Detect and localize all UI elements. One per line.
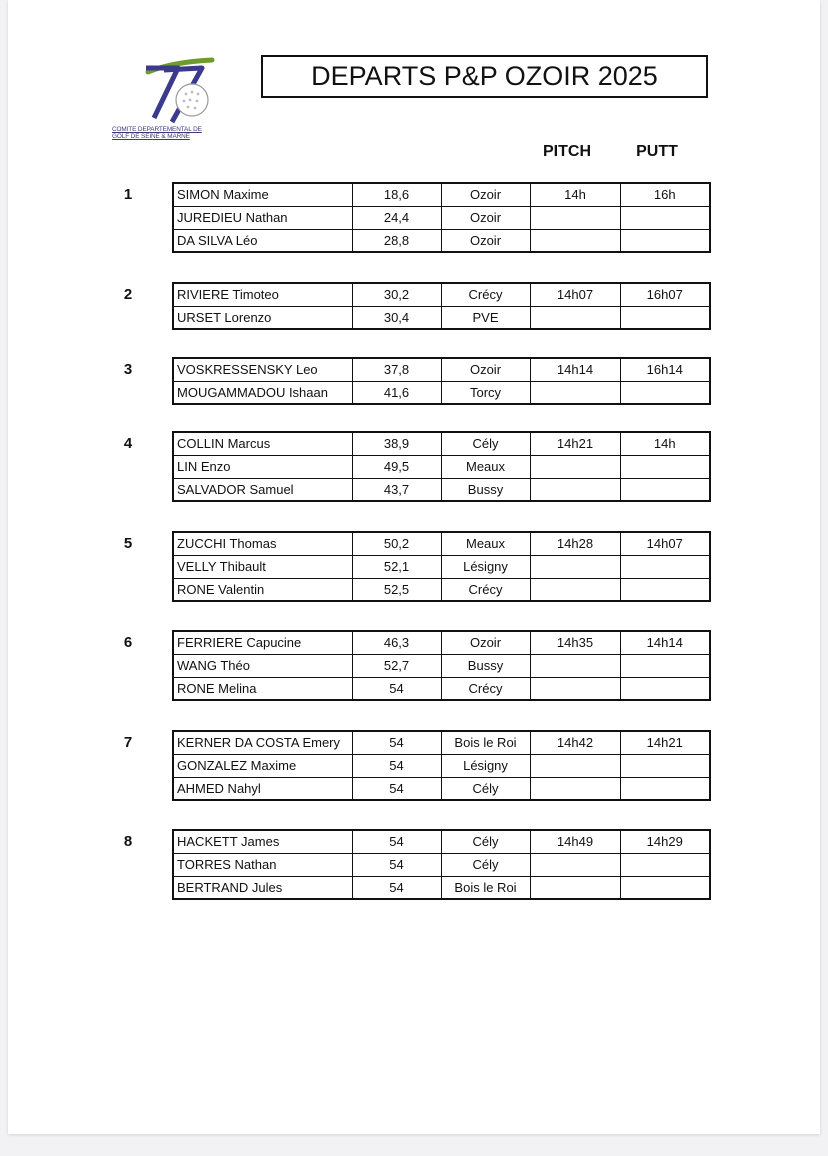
player-club: Lésigny [441,754,530,777]
player-club: Meaux [441,532,530,555]
player-index: 24,4 [352,206,441,229]
player-index: 50,2 [352,532,441,555]
putt-time [620,381,710,404]
putt-time: 14h [620,432,710,455]
player-club: Bussy [441,478,530,501]
group-table [172,182,711,253]
player-name: DA SILVA Léo [173,229,352,252]
logo-caption-line1: COMITE DEPARTEMENTAL DE [112,126,202,133]
group-table [172,730,711,801]
player-name: SALVADOR Samuel [173,478,352,501]
pitch-time [530,229,620,252]
pitch-time [530,777,620,800]
pitch-time: 14h42 [530,731,620,754]
putt-time [620,654,710,677]
pitch-time: 14h [530,183,620,206]
player-row [173,555,710,578]
player-name: URSET Lorenzo [173,306,352,329]
document-page [8,0,820,1134]
player-club: Cély [441,830,530,853]
putt-time [620,754,710,777]
pitch-time: 14h49 [530,830,620,853]
putt-time: 14h07 [620,532,710,555]
pitch-time [530,381,620,404]
putt-time: 14h21 [620,731,710,754]
player-index: 54 [352,754,441,777]
putt-time: 14h29 [620,830,710,853]
player-club: Bussy [441,654,530,677]
pitch-time [530,578,620,601]
putt-column-header: PUTT [636,143,678,160]
player-row [173,183,710,206]
group-table [172,431,711,502]
player-name: VOSKRESSENSKY Leo [173,358,352,381]
player-index: 30,4 [352,306,441,329]
player-club: Bois le Roi [441,731,530,754]
pitch-time [530,754,620,777]
pitch-time [530,876,620,899]
group-number: 2 [123,286,133,303]
player-name: COLLIN Marcus [173,432,352,455]
player-club: Ozoir [441,206,530,229]
player-club: Bois le Roi [441,876,530,899]
player-index: 52,1 [352,555,441,578]
player-row [173,578,710,601]
page-title: DEPARTS P&P OZOIR 2025 [261,55,708,98]
player-row [173,876,710,899]
pitch-time [530,455,620,478]
player-club: Torcy [441,381,530,404]
pitch-time [530,306,620,329]
pitch-time: 14h21 [530,432,620,455]
putt-time: 14h14 [620,631,710,654]
player-club: Crécy [441,578,530,601]
player-row [173,206,710,229]
group-number: 7 [123,734,133,751]
player-row [173,306,710,329]
player-row [173,283,710,306]
player-row [173,654,710,677]
player-row [173,381,710,404]
player-row [173,432,710,455]
player-name: FERRIERE Capucine [173,631,352,654]
player-name: WANG Théo [173,654,352,677]
player-club: Ozoir [441,229,530,252]
player-name: LIN Enzo [173,455,352,478]
player-row [173,358,710,381]
player-club: Lésigny [441,555,530,578]
player-index: 52,7 [352,654,441,677]
putt-time [620,578,710,601]
putt-time [620,853,710,876]
group-number: 8 [123,833,133,850]
group-number: 5 [123,535,133,552]
putt-time [620,555,710,578]
putt-time [620,206,710,229]
player-index: 41,6 [352,381,441,404]
player-club: Ozoir [441,631,530,654]
putt-time: 16h07 [620,283,710,306]
player-row [173,754,710,777]
player-index: 46,3 [352,631,441,654]
logo-caption [112,126,232,140]
player-row [173,229,710,252]
player-row [173,478,710,501]
putt-time [620,455,710,478]
player-name: ZUCCHI Thomas [173,532,352,555]
player-name: HACKETT James [173,830,352,853]
player-row [173,830,710,853]
player-name: VELLY Thibault [173,555,352,578]
player-index: 54 [352,677,441,700]
comite-logo [112,56,232,144]
player-club: Ozoir [441,183,530,206]
player-row [173,777,710,800]
group-table [172,357,711,405]
pitch-time [530,677,620,700]
pitch-time: 14h07 [530,283,620,306]
player-club: Crécy [441,283,530,306]
player-club: Cély [441,777,530,800]
player-name: SIMON Maxime [173,183,352,206]
player-club: Crécy [441,677,530,700]
player-club: Ozoir [441,358,530,381]
player-name: GONZALEZ Maxime [173,754,352,777]
player-index: 49,5 [352,455,441,478]
player-name: BERTRAND Jules [173,876,352,899]
pitch-column-header: PITCH [543,143,591,160]
player-name: KERNER DA COSTA Emery [173,731,352,754]
logo-77-icon [112,56,232,128]
player-index: 37,8 [352,358,441,381]
group-table [172,531,711,602]
putt-time [620,777,710,800]
pitch-time [530,555,620,578]
player-index: 52,5 [352,578,441,601]
putt-time [620,677,710,700]
player-club: Cély [441,853,530,876]
player-index: 30,2 [352,283,441,306]
putt-time [620,478,710,501]
player-row [173,731,710,754]
pitch-time: 14h35 [530,631,620,654]
player-row [173,853,710,876]
player-name: RONE Valentin [173,578,352,601]
player-name: AHMED Nahyl [173,777,352,800]
group-table [172,282,711,330]
pitch-time: 14h14 [530,358,620,381]
player-index: 28,8 [352,229,441,252]
group-table [172,829,711,900]
player-row [173,532,710,555]
pitch-time [530,654,620,677]
player-name: RIVIERE Timoteo [173,283,352,306]
putt-time: 16h14 [620,358,710,381]
player-index: 38,9 [352,432,441,455]
player-index: 54 [352,853,441,876]
group-table [172,630,711,701]
player-name: JUREDIEU Nathan [173,206,352,229]
player-index: 54 [352,876,441,899]
player-index: 54 [352,777,441,800]
player-row [173,631,710,654]
player-name: RONE Melina [173,677,352,700]
player-name: MOUGAMMADOU Ishaan [173,381,352,404]
pitch-time [530,853,620,876]
putt-time [620,876,710,899]
player-club: PVE [441,306,530,329]
group-number: 1 [123,186,133,203]
player-club: Cély [441,432,530,455]
player-club: Meaux [441,455,530,478]
pitch-time: 14h28 [530,532,620,555]
putt-time [620,306,710,329]
group-number: 6 [123,634,133,651]
player-index: 54 [352,731,441,754]
pitch-time [530,206,620,229]
player-row [173,455,710,478]
logo-caption-line2: GOLF DE SEINE & MARNE [112,133,190,140]
player-index: 54 [352,830,441,853]
player-name: TORRES Nathan [173,853,352,876]
putt-time: 16h [620,183,710,206]
player-row [173,677,710,700]
player-index: 43,7 [352,478,441,501]
pitch-time [530,478,620,501]
group-number: 4 [123,435,133,452]
putt-time [620,229,710,252]
player-index: 18,6 [352,183,441,206]
group-number: 3 [123,361,133,378]
